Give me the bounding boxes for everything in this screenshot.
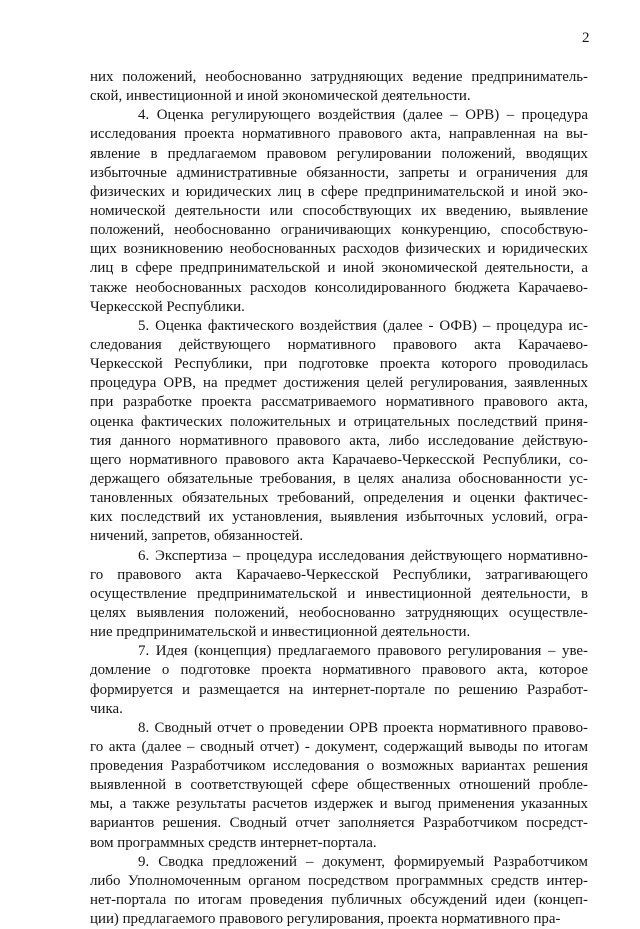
text-line: тия данного нормативного правового акта, либо исследование действую- [90, 432, 588, 449]
text-line: го акта (далее – сводный отчет) - документ, содержащий выводы по итогам [90, 738, 588, 755]
text-line: ние предпринимательской и инвестиционной деятельности. [90, 624, 471, 641]
text-line: них положений, необоснованно затрудняющих ведение предприниматель- [90, 69, 588, 85]
text-line: также необоснованных расходов консолидированного бюджета Карачаево- [90, 279, 588, 296]
paragraph [90, 642, 588, 719]
text-line: положений, необоснованно ограничивающих конкуренцию, способствую- [90, 222, 588, 239]
text-line: ких последствий их установления, выявления избыточных условий, огра- [90, 509, 588, 526]
text-line: чика. [90, 700, 123, 717]
paragraph [90, 317, 588, 547]
text-line: номической деятельности или способствующих их введению, выявление [90, 202, 588, 219]
paragraph [90, 853, 588, 929]
text-line: тановленных обязательных требований, определения и оценки фактичес- [90, 490, 588, 507]
paragraph [90, 68, 588, 106]
paragraph [90, 106, 588, 317]
text-line: го правового акта Карачаево-Черкесской Республики, затрагивающего [90, 566, 588, 583]
text-line: Черкесской Республики, при подготовке проекта которого проводилась [90, 356, 588, 373]
text-line: 6. Экспертиза – процедура исследования действующего нормативно- [138, 547, 588, 564]
text-line: целях выявления положений, необоснованно затрудняющих осуществле- [90, 604, 588, 621]
text-line: формируется и размещается на интернет-портале по решению Разработ- [90, 681, 588, 698]
text-line: оценка фактических положительных и отрицательных последствий приня- [90, 413, 588, 430]
text-line: 8. Сводный отчет о проведении ОРВ проекта нормативного правово- [138, 719, 588, 736]
paragraph [90, 547, 588, 643]
text-line: вом программных средств интернет-портала. [90, 834, 377, 851]
text-line: выявленной в соответствующей сфере общественных отношений пробле- [90, 777, 588, 794]
text-line: Черкесской Республики. [90, 298, 245, 315]
text-line: лиц в сфере предпринимательской и иной экономической деятельности, а [90, 260, 588, 277]
text-line: 5. Оценка фактического воздействия (далее - ОФВ) – процедура ис- [138, 317, 588, 334]
text-line: следования действующего нормативного правового акта Карачаево- [90, 336, 588, 353]
text-line: щего нормативного правового акта Карачаево-Черкесской Республики, со- [90, 451, 588, 468]
document-body [90, 68, 588, 929]
text-line: 4. Оценка регулирующего воздействия (далее – ОРВ) – процедура [138, 107, 588, 124]
text-line: нет-портала по итогам проведения публичных обсуждений идеи (концеп- [90, 892, 588, 909]
paragraph [90, 719, 588, 853]
text-line: осуществление предпринимательской и инвестиционной деятельности, в [90, 585, 588, 602]
text-line: ничений, запретов, обязанностей. [90, 528, 304, 545]
text-line: процедура ОРВ, на предмет достижения целей регулирования, заявленных [90, 375, 588, 392]
text-line: избыточные административные обязанности, запреты и ограничения для [90, 164, 588, 181]
text-line: 7. Идея (концепция) предлагаемого правового регулирования – уве- [138, 643, 588, 660]
text-line: 9. Сводка предложений – документ, формируемый Разработчиком [138, 853, 588, 870]
text-line: исследования проекта нормативного правового акта, направленная на вы- [90, 126, 588, 143]
text-line: домление о подготовке проекта нормативного правового акта, которое [90, 662, 588, 679]
text-line: при разработке проекта рассматриваемого нормативного правового акта, [90, 394, 588, 411]
page-number: 2 [582, 30, 590, 46]
text-line: проведения Разработчиком исследования о возможных вариантах решения [90, 758, 588, 775]
text-line: явление в предлагаемом правовом регулировании положений, вводящих [90, 145, 588, 162]
text-line: ской, инвестиционной и иной экономической деятельности. [90, 88, 471, 105]
text-line: вариантов решения. Сводный отчет заполняется Разработчиком посредст- [90, 815, 588, 832]
text-line: щих возникновению необоснованных расходов физических и юридических [90, 241, 588, 258]
text-line: физических и юридических лиц в сфере предпринимательской и иной эко- [90, 183, 588, 200]
text-line: держащего обязательные требования, в целях анализа обоснованности ус- [90, 470, 588, 487]
text-line: мы, а также результаты расчетов издержек и выгод применения указанных [90, 796, 588, 813]
text-line: ции) предлагаемого правового регулирования, проекта нормативного пра- [90, 911, 561, 928]
text-line: либо Уполномоченным органом посредством программных средств интер- [90, 872, 588, 889]
